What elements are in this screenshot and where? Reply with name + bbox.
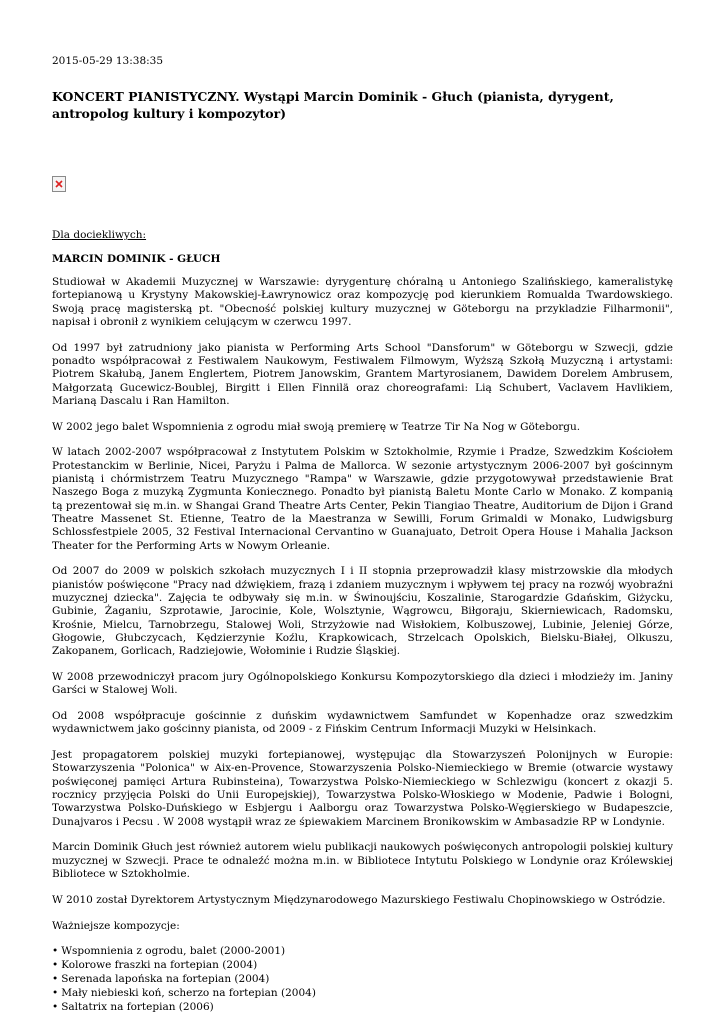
more-info-link[interactable]: Dla dociekliwych: [52,229,147,241]
broken-image-icon [52,176,66,192]
paragraph-6: W 2008 przewodniczył pracom jury Ogólnopolskiego Konkursu Kompozytorskiego dla dzieci i młodzieży im. Janiny Garści w Stalowej Woli. [52,670,673,697]
publish-date: 2015-05-29 13:38:35 [52,55,164,67]
paragraph-8: Jest propagatorem polskiej muzyki fortepianowej, występując dla Stowarzyszeń Polonijnych w Europie: Stowarzyszenia "Polonica" w Aix-en-Provence, Stowarzyszenia Polsko-Niemieckiego w Bremie (otwarcie wystawy poświęconej pamięci Artura Rubinsteina), Towarzystwa Polsko-Niemieckiego w Schlezwigu (koncert z okazji 5. rocznicy przyjęcia Polski do Unii Europejskiej), Towarzystwa Polsko-Włoskiego w Modenie, Padwie i Bologni, Towarzystwa Polsko-Duńskiego w Esbjergu i Aalborgu oraz Towarzystwa Polsko-Węgierskiego w Budapeszcie, Dunajvaros i Pecsu . W 2008 wystąpił wraz ze śpiewakiem Marcinem Bronikowskim w Ambasadzie RP w Londynie. [52,749,673,828]
list-item: • Mały niebieski koń, scherzo na fortepian (2004) [52,987,673,1001]
paragraph-1: Studiował w Akademii Muzycznej w Warszawie: dyrygenturę chóralną u Antoniego Szalińskiego, kameralistykę fortepianową u Krystyny Makowskiej-Ławrynowicz oraz kompozycję pod kierunkiem Romualda Twardowskiego. Swoją pracę magisterską pt. "Obecność polskiej kultury muzycznej w Göteborgu na przykladzie Filharmonii", napisał i obronił z wynikiem celującym w czerwcu 1997. [52,276,673,328]
compositions-list [52,945,673,1014]
article-title: KONCERT PIANISTYCZNY. Wystąpi Marcin Dominik - Głuch (pianista, dyrygent, antropolog kultury i kompozytor) [52,89,614,121]
list-item: • Wspomnienia z ogrodu, balet (2000-2001) [52,945,673,959]
compositions-heading: Ważniejsze kompozycje: [52,919,180,932]
paragraph-9: Marcin Dominik Głuch jest również autorem wielu publikacji naukowych poświęconych antropologii polskiej kultury muzycznej w Szwecji. Prace te odnaleźć można m.in. w Bibliotece Intytutu Polskiego w Londynie oraz Królewskiej Bibliotece w Sztokholmie. [52,841,673,880]
paragraph-2: Od 1997 był zatrudniony jako pianista w Performing Arts School "Dansforum" w Göteborgu w Szwecji, gdzie ponadto współpracował z Festiwalem Naukowym, Festiwalem Filmowym, Wyższą Szkołą Muzyczną i artystami: Piotrem Skałubą, Janem Englertem, Piotrem Janowskim, Grantem Martyrosianem, Dawidem Dorelem Ambrusem, Małgorzatą Gucewicz-Boublej, Birgitt i Ellen Finnilä oraz choreografami: Lią Schubert, Vaclavem Havlikiem, Marianą Dascalu i Ran Hamilton. [52,341,673,407]
paragraph-3: W 2002 jego balet Wspomnienia z ogrodu miał swoją premierę w Teatrze Tir Na Nog w Göteborgu. [52,420,581,433]
paragraph-10: W 2010 został Dyrektorem Artystycznym Międzynarodowego Mazurskiego Festiwalu Chopinowskiego w Ostródzie. [52,893,666,906]
list-item: • Kolorowe fraszki na fortepian (2004) [52,959,673,973]
paragraph-4: W latach 2002-2007 współpracował z Instytutem Polskim w Sztokholmie, Rzymie i Pradze, Szwedzkim Kościołem Protestanckim w Berlinie, Nicei, Paryżu i Palma de Mallorca. W sezonie artystycznym 2006-2007 był gościnnym pianistą i chórmistrzem Teatru Muzycznego "Rampa" w Warszawie, gdzie przygotowywał przedstawienie Brat Naszego Boga z muzyką Zygmunta Koniecznego. Ponadto był pianistą Baletu Monte Carlo w Monako. Z kompanią tą prezentował się m.in. w Shangai Grand Theatre Arts Center, Pekin Tiangiao Theatre, Auditorium de Dijon i Grand Theatre Massenet St. Etienne, Teatro de la Maestranza w Sewilli, Forum Grimaldi w Monako, Ludwigsburg Schlossfestpiele 2005, 32 Festival Internacional Cervantino w Guanajuato, Detroit Opera House i Mahalia Jackson Theater for the Performing Arts w Nowym Orleanie. [52,446,673,552]
paragraph-5: Od 2007 do 2009 w polskich szkołach muzycznych I i II stopnia przeprowadził klasy mistrzowskie dla młodych pianistów poświęcone "Pracy nad dźwiękiem, frazą i zdaniem muzycznym i wpływem tej pracy na rozwój wyobraźni muzycznej dziecka". Zajęcia te odbywały się m.in. w Świnoujściu, Koszalinie, Starogardzie Gdańskim, Giżycku, Gubinie, Żaganiu, Szprotawie, Jarocinie, Kole, Wolsztynie, Wągrowcu, Biłgoraju, Skierniewicach, Radomsku, Krośnie, Mielcu, Tarnobrzegu, Stalowej Woli, Strzyżowie nad Wisłokiem, Kolbuszowej, Lubinie, Jeleniej Górze, Głogowie, Głubczycach, Kędzierzynie Koźlu, Krapkowicach, Strzelcach Opolskich, Bielsku-Białej, Olkuszu, Zakopanem, Gorlicach, Radziejowie, Wołominie i Rudzie Śląskiej. [52,565,673,658]
article [52,54,673,1014]
list-item: • Saltatrix na fortepian (2006) [52,1001,673,1015]
section-heading: MARCIN DOMINIK - GŁUCH [52,253,221,265]
paragraph-7: Od 2008 współpracuje gościnnie z duńskim wydawnictwem Samfundet w Kopenhadze oraz szwedzkim wydawnictwem jako gościnny pianista, od 2009 - z Fińskim Centrum Informacji Muzyki w Helsinkach. [52,710,673,736]
close-icon [55,180,63,188]
list-item: • Serenada lapońska na fortepian (2004) [52,973,673,987]
